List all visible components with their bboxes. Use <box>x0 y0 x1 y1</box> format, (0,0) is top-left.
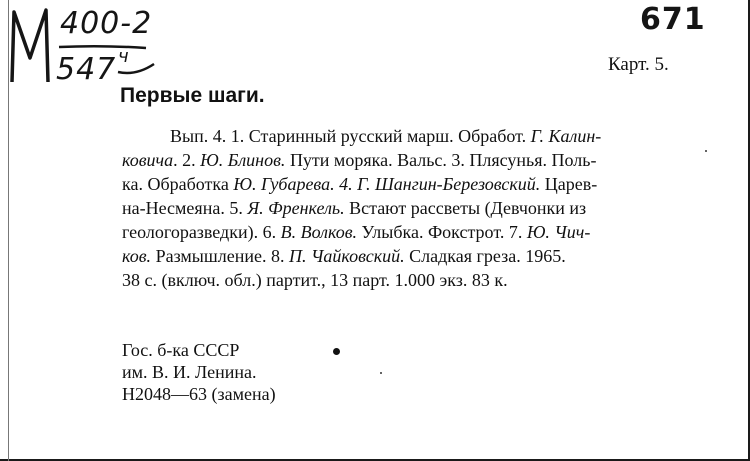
library-stamp-line-2: им. В. И. Ленина. <box>122 362 257 382</box>
ink-speck <box>380 372 382 374</box>
shelf-mark-bottom: 547 <box>56 52 117 87</box>
shelf-mark-top: 400-2 <box>60 6 153 41</box>
entry-title: Первые шаги. <box>120 84 265 107</box>
shelf-mark-rule <box>58 44 148 50</box>
shelf-mark-swoosh <box>116 62 156 76</box>
card-number: Карт. 5. <box>608 54 669 75</box>
library-stamp-line-3: Н2048—63 (замена) <box>122 384 276 404</box>
body-line-3: ка. Обработка Ю. Губарева. 4. Г. Шангин-Березовский. Царев- <box>122 174 598 194</box>
body-line-5: геологоразведки). 6. В. Волков. Улыбка. Фокстрот. 7. Ю. Чич- <box>122 222 591 242</box>
body-line-1: Вып. 4. 1. Старинный русский марш. Обработ. Г. Калин- <box>170 126 602 146</box>
page-corner-number: 671 <box>640 2 706 37</box>
body-line-7: 38 с. (включ. обл.) партит., 13 парт. 1.000 экз. 83 к. <box>122 270 508 290</box>
body-line-2: ковича. 2. Ю. Блинов. Пути моряка. Вальс. 3. Плясунья. Поль- <box>122 150 597 170</box>
body-line-6: ков. Размышление. 8. П. Чайковский. Сладкая греза. 1965. <box>122 246 566 266</box>
handwritten-m-mark <box>8 8 54 84</box>
ink-speck <box>705 150 707 152</box>
body-line-4: на-Несмеяна. 5. Я. Френкель. Встают рассветы (Девчонки из <box>122 198 587 218</box>
ink-dot <box>333 348 340 355</box>
shelf-mark-superscript: ч <box>118 46 130 67</box>
library-stamp-line-1: Гос. б-ка СССР <box>122 340 240 360</box>
